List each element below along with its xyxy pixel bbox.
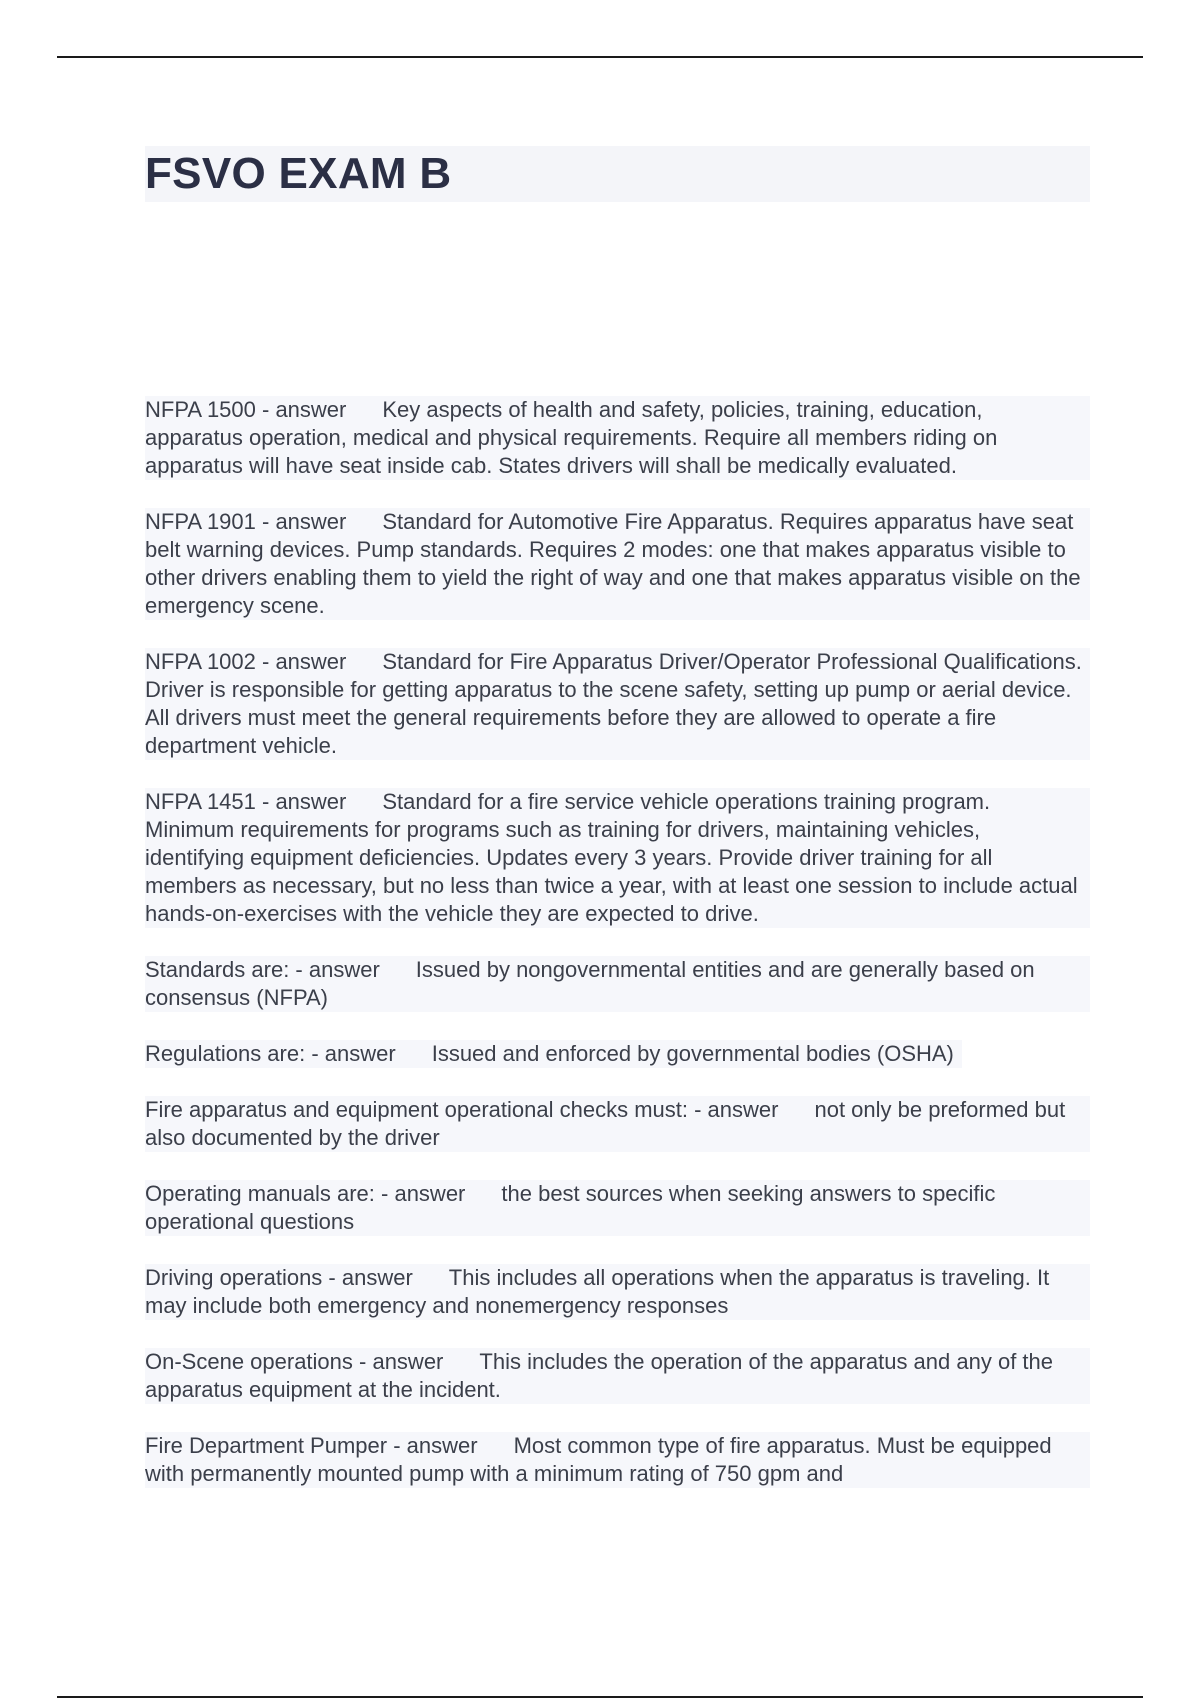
bottom-rule — [57, 1696, 1143, 1698]
qa-separator: - answer — [687, 1097, 779, 1122]
qa-separator: - answer — [322, 1265, 413, 1290]
page-title: FSVO EXAM B — [145, 149, 452, 198]
qa-item-on-scene-operations — [145, 1348, 1090, 1404]
page-content — [145, 146, 1090, 1516]
qa-term: Regulations are: — [145, 1041, 306, 1066]
qa-definition: Key aspects of health and safety, policies, training, education, apparatus operation, medical and physical requirements. Require all members riding on apparatus will have seat inside cab. States drivers will shall be medically evaluated. — [145, 397, 998, 478]
qa-item-nfpa-1500 — [145, 396, 1090, 480]
qa-separator: - answer — [255, 397, 347, 422]
qa-separator: - answer — [352, 1349, 444, 1374]
title-band — [145, 146, 1090, 202]
qa-definition: Issued and enforced by governmental bodies (OSHA) — [431, 1041, 954, 1066]
qa-definition: Standard for a fire service vehicle operations training program. Minimum requirements for programs such as training for drivers, maintaining vehicles, identifying equipment deficiencies. Updates every 3 years. Provide driver training for all members as necessary, but no less than twice a year, with at least one session to include actual hands-on-exercises with the vehicle they are expected to drive. — [145, 789, 1078, 926]
qa-term: NFPA 1002 — [145, 649, 256, 674]
qa-item-nfpa-1002 — [145, 648, 1090, 760]
qa-definition: Most common type of fire apparatus. Must be equipped with permanently mounted pump with a minimum rating of 750 gpm and — [145, 1433, 1052, 1486]
qa-term: Standards are: — [145, 957, 290, 982]
qa-separator: - answer — [305, 1041, 396, 1066]
qa-item-regulations — [145, 1040, 962, 1068]
qa-item-fire-department-pumper — [145, 1432, 1090, 1488]
qa-term: Driving operations — [145, 1265, 323, 1290]
qa-item-nfpa-1451 — [145, 788, 1090, 928]
qa-definition: This includes all operations when the apparatus is traveling. It may include both emergency and nonemergency responses — [145, 1265, 1050, 1318]
top-rule — [57, 56, 1143, 58]
qa-term: NFPA 1451 — [145, 789, 256, 814]
qa-separator: - answer — [374, 1181, 466, 1206]
qa-definition: Standard for Fire Apparatus Driver/Operator Professional Qualifications. Driver is responsible for getting apparatus to the scene safety, setting up pump or aerial device. All drivers must meet the general requirements before they are allowed to operate a fire department vehicle. — [145, 649, 1082, 758]
qa-term: Fire Department Pumper — [145, 1433, 388, 1458]
qa-term: NFPA 1500 — [145, 397, 256, 422]
qa-item-driving-operations — [145, 1264, 1090, 1320]
qa-term: NFPA 1901 — [145, 509, 256, 534]
qa-definition: Issued by nongovernmental entities and are generally based on consensus (NFPA) — [145, 957, 1035, 1010]
qa-item-operational-checks — [145, 1096, 1090, 1152]
qa-list — [145, 396, 1090, 1488]
qa-definition: This includes the operation of the apparatus and any of the apparatus equipment at the incident. — [145, 1349, 1054, 1402]
qa-separator: - answer — [387, 1433, 478, 1458]
qa-definition: the best sources when seeking answers to specific operational questions — [145, 1181, 996, 1234]
qa-item-nfpa-1901 — [145, 508, 1090, 620]
qa-separator: - answer — [255, 649, 347, 674]
qa-definition: Standard for Automotive Fire Apparatus. Requires apparatus have seat belt warning devices. Pump standards. Requires 2 modes: one that makes apparatus visible to other drivers enabling them to yield the right of way and one that makes apparatus visible on the emergency scene. — [145, 509, 1081, 618]
qa-separator: - answer — [255, 509, 347, 534]
qa-term: Fire apparatus and equipment operational checks must: — [145, 1097, 688, 1122]
qa-definition: not only be preformed but also documented by the driver — [145, 1097, 1066, 1150]
qa-term: Operating manuals are: — [145, 1181, 375, 1206]
qa-item-operating-manuals — [145, 1180, 1090, 1236]
qa-separator: - answer — [289, 957, 380, 982]
qa-separator: - answer — [255, 789, 347, 814]
qa-term: On-Scene operations — [145, 1349, 353, 1374]
qa-item-standards — [145, 956, 1090, 1012]
